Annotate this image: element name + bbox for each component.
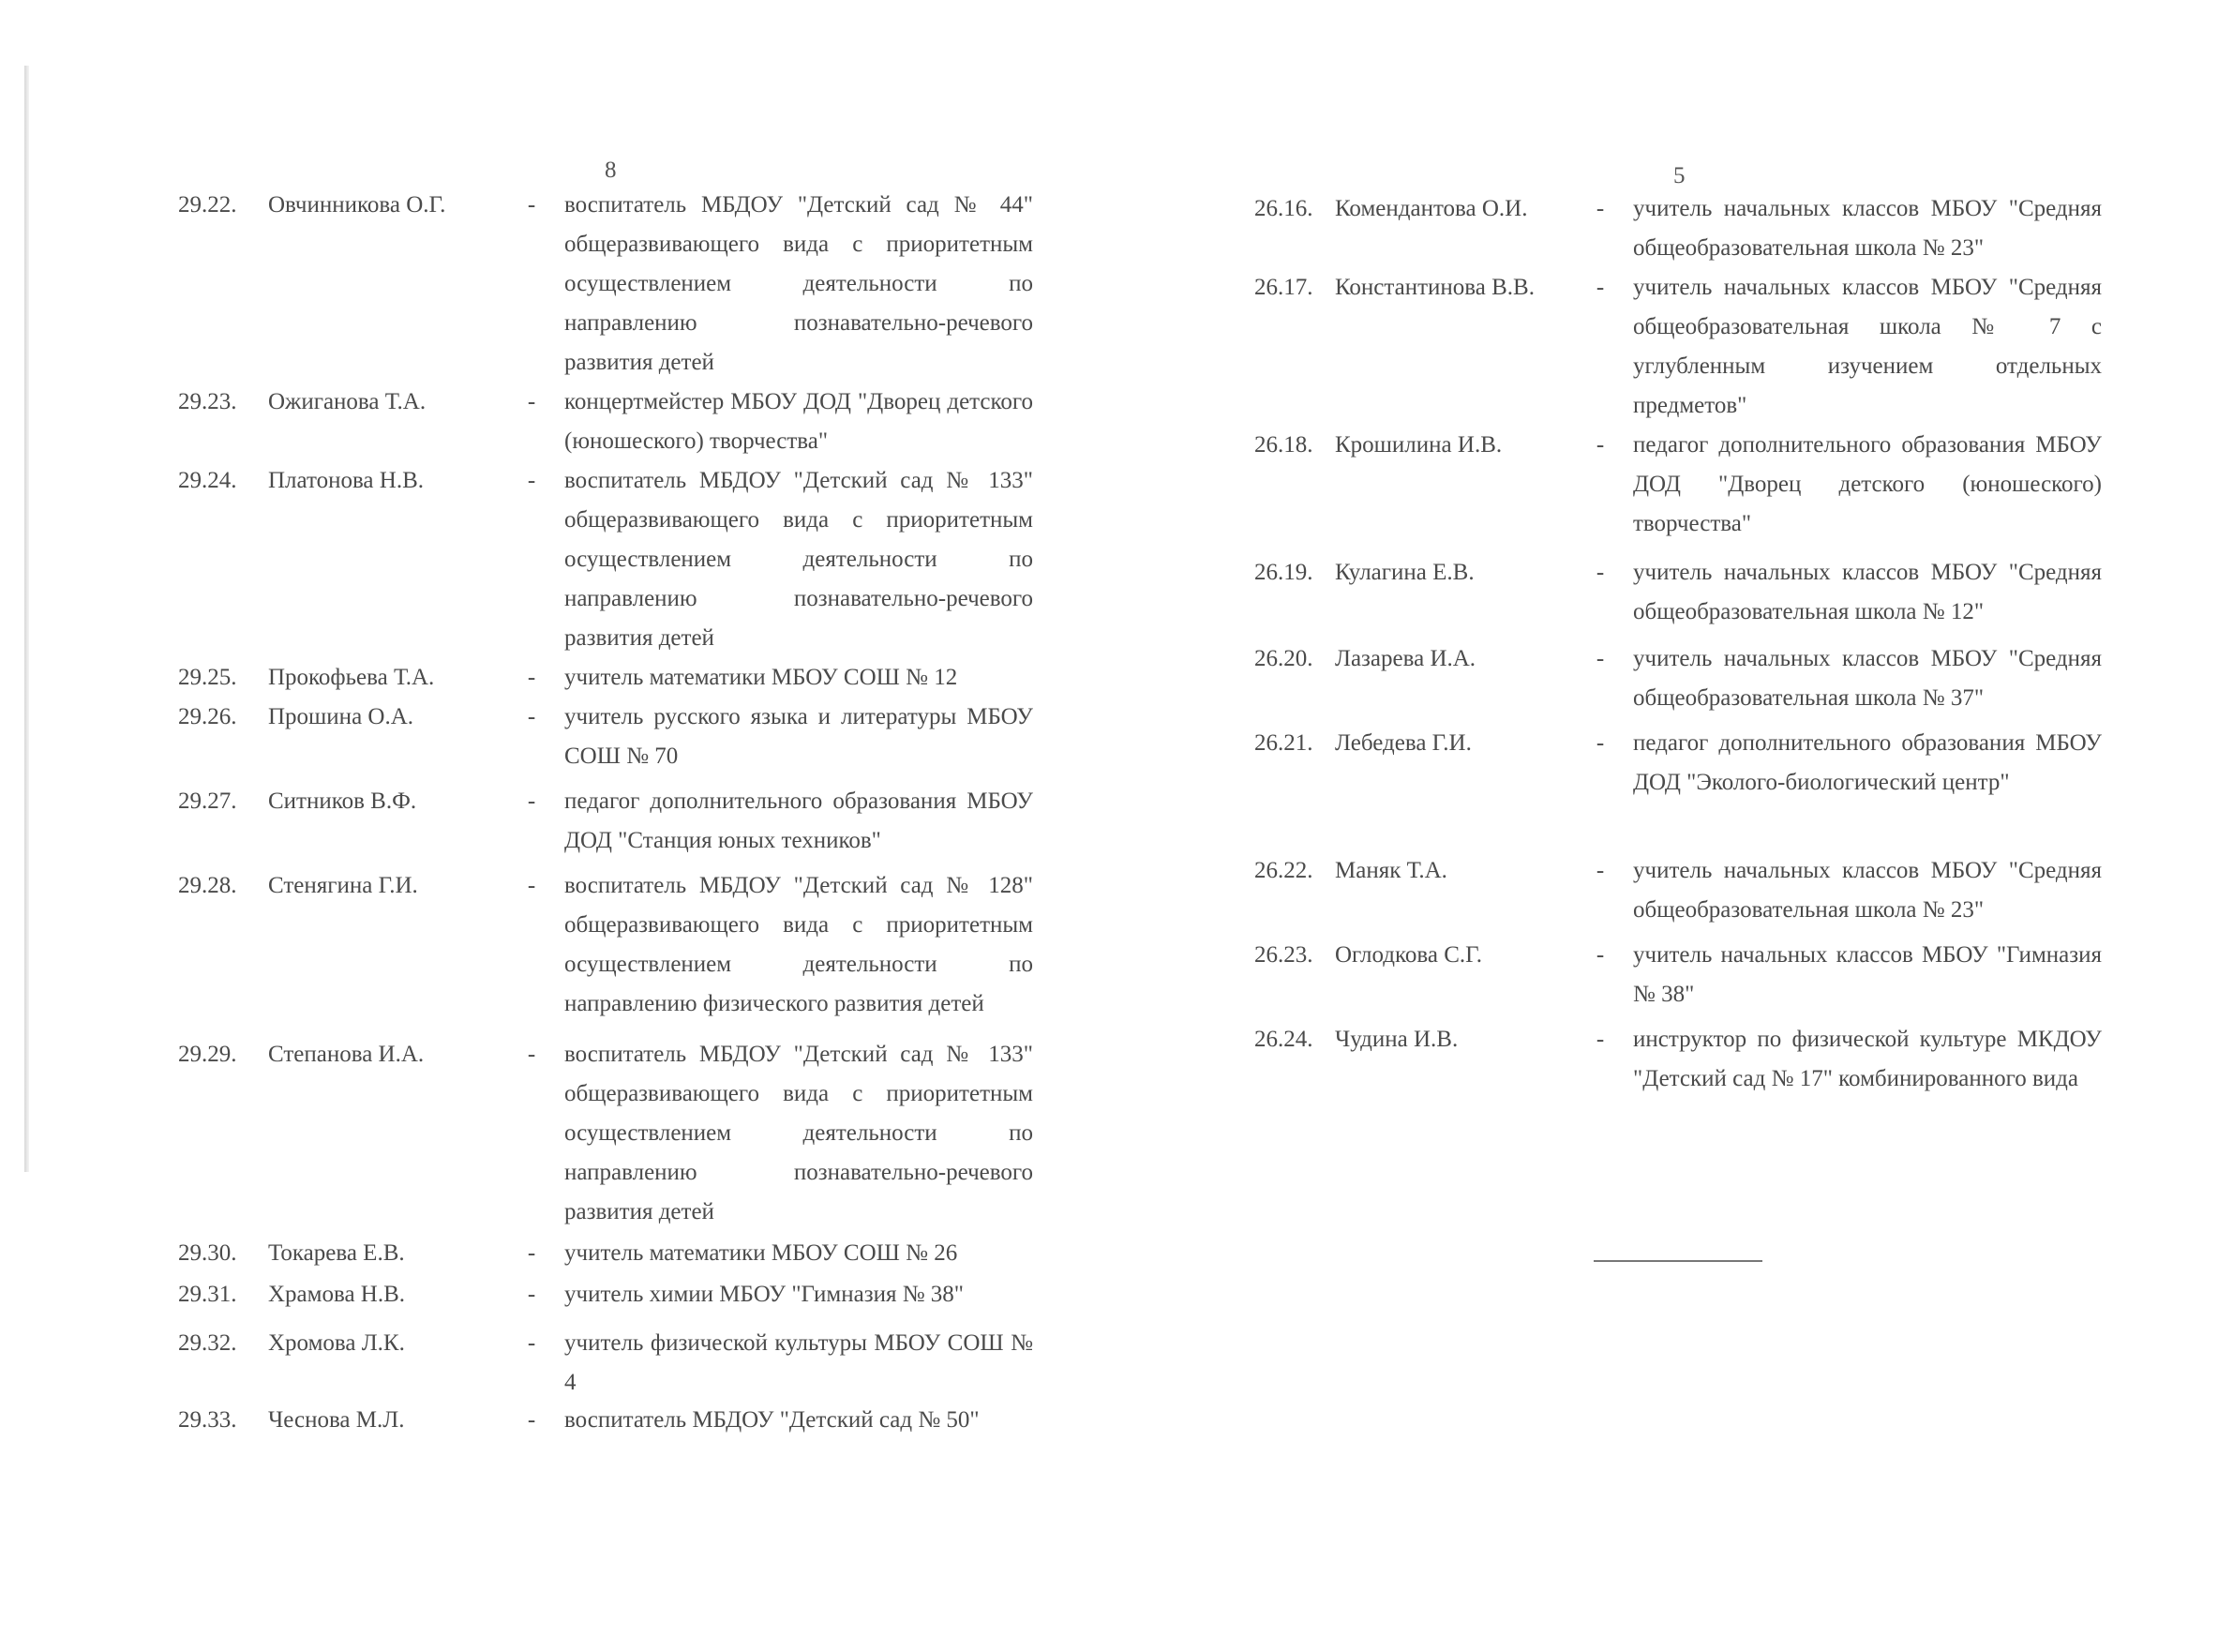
list-entry [1254,639,2102,724]
entry-number: 26.18. [1254,432,1313,458]
entry-description: учитель математики МБОУ СОШ № 26 [564,1240,958,1266]
entry-dash: - [527,788,536,814]
entry-dash: - [1596,858,1605,883]
entry-description: учитель начальных классов МБОУ "Средняя общеобразовательная школа № 37" [1633,646,2102,711]
entry-description: воспитатель МБДОУ "Детский сад № 50" [564,1407,980,1433]
entry-name: Платонова Н.В. [268,468,425,493]
entry-description: воспитатель МБДОУ "Детский сад № 133" общеразвивающего вида с приоритетным осуществлением деятельности по направлению познавательно-речевого развития детей [564,1042,1033,1224]
entry-dash: - [527,468,536,493]
entry-number: 29.32. [178,1330,237,1356]
end-divider-line [1594,1260,1762,1262]
entry-dash: - [527,873,536,898]
entry-number: 26.19. [1254,560,1313,585]
entry-dash: - [527,665,536,690]
entry-number: 26.21. [1254,730,1313,756]
entry-name: Ситников В.Ф. [268,788,417,814]
entry-description: воспитатель МБДОУ "Детский сад № 128" общеразвивающего вида с приоритетным осуществлением деятельности по направлению физического развития детей [564,873,1033,1016]
list-entry [178,186,1033,383]
list-entry [178,866,1033,1035]
entry-number: 26.16. [1254,196,1313,221]
list-entry [1254,851,2102,936]
entry-number: 29.22. [178,192,237,218]
entry-name: Лебедева Г.И. [1335,730,1472,756]
entry-dash: - [527,1042,536,1067]
entry-dash: - [1596,275,1605,300]
entry-dash: - [1596,942,1605,968]
list-entry [178,1234,1033,1275]
right-page-list [1254,189,2102,1144]
entry-number: 29.33. [178,1407,237,1433]
entry-description: инструктор по физической культуре МКДОУ "Детский сад № 17" комбинированного вида [1633,1027,2102,1091]
entry-number: 26.24. [1254,1027,1313,1052]
entry-name: Оглодкова С.Г. [1335,942,1483,968]
left-page-list [178,186,1033,1440]
entry-description: учитель русского языка и литературы МБОУ СОШ № 70 [564,704,1033,769]
list-entry [178,1401,1033,1440]
entry-name: Чеснова М.Л. [268,1407,405,1433]
entry-description: концертмейстер МБОУ ДОД "Дворец детского (юношеского) творчества" [564,389,1033,454]
entry-number: 26.22. [1254,858,1313,883]
list-entry [1254,1020,2102,1144]
list-entry [1254,268,2102,426]
entry-dash: - [527,1407,536,1433]
entry-dash: - [1596,1027,1605,1052]
entry-number: 26.20. [1254,646,1313,671]
entry-description: учитель начальных классов МБОУ "Средняя общеобразовательная школа № 7 с углубленным изучением отдельных предметов" [1633,275,2102,418]
entry-number: 26.23. [1254,942,1313,968]
entry-number: 29.25. [178,665,237,690]
entry-name: Константинова В.В. [1335,275,1535,300]
entry-dash: - [527,704,536,729]
entry-name: Прокофьева Т.А. [268,665,435,690]
list-entry [1254,426,2102,553]
entry-name: Чудина И.В. [1335,1027,1459,1052]
list-entry [1254,553,2102,639]
entry-name: Овчинникова О.Г. [268,192,446,218]
right-page-number: 5 [1673,163,1686,188]
entry-name: Токарева Е.В. [268,1240,405,1266]
entry-description: учитель физической культуры МБОУ СОШ № 4 [564,1330,1033,1395]
entry-number: 29.26. [178,704,237,729]
entry-dash: - [1596,646,1605,671]
entry-name: Лазарева И.А. [1335,646,1476,671]
entry-number: 29.28. [178,873,237,898]
entry-dash: - [527,389,536,414]
entry-number: 29.27. [178,788,237,814]
entry-name: Храмова Н.В. [268,1282,406,1307]
entry-number: 29.29. [178,1042,237,1067]
entry-description: учитель начальных классов МБОУ "Средняя общеобразовательная школа № 23" [1633,858,2102,923]
list-entry [1254,724,2102,851]
entry-dash: - [1596,432,1605,458]
entry-number: 26.17. [1254,275,1313,300]
entry-description: педагог дополнительного образования МБОУ ДОД "Эколого-биологический центр" [1633,730,2102,795]
entry-name: Ожиганова Т.А. [268,389,427,414]
entry-dash: - [527,1282,536,1307]
list-entry [1254,189,2102,268]
list-entry [178,698,1033,782]
list-entry [1254,936,2102,1020]
list-entry [178,782,1033,866]
entry-name: Кулагина Е.В. [1335,560,1475,585]
left-page-number: 8 [605,158,617,183]
list-entry [178,658,1033,698]
entry-dash: - [1596,730,1605,756]
scan-edge-shadow [24,66,29,1172]
entry-description: воспитатель МБДОУ "Детский сад № 133" общеразвивающего вида с приоритетным осуществлением деятельности по направлению познавательно-речевого развития детей [564,468,1033,651]
entry-description: педагог дополнительного образования МБОУ ДОД "Станция юных техников" [564,788,1033,853]
entry-number: 29.23. [178,389,237,414]
entry-dash: - [527,192,536,218]
entry-description: педагог дополнительного образования МБОУ ДОД "Дворец детского (юношеского) творчества" [1633,432,2102,536]
entry-dash: - [527,1240,536,1266]
entry-description: учитель начальных классов МБОУ "Средняя общеобразовательная школа № 23" [1633,196,2102,261]
list-entry [178,383,1033,461]
entry-number: 29.24. [178,468,237,493]
entry-description: учитель начальных классов МБОУ "Средняя общеобразовательная школа № 12" [1633,560,2102,624]
entry-description: воспитатель МБДОУ "Детский сад № 44" общеразвивающего вида с приоритетным осуществлением деятельности по направлению познавательно-речевого развития детей [564,192,1033,375]
list-entry [178,461,1033,658]
list-entry [178,1275,1033,1324]
entry-dash: - [527,1330,536,1356]
entry-dash: - [1596,560,1605,585]
entry-name: Степанова И.А. [268,1042,425,1067]
entry-number: 29.30. [178,1240,237,1266]
entry-name: Маняк Т.А. [1335,858,1447,883]
list-entry [178,1324,1033,1401]
entry-dash: - [1596,196,1605,221]
entry-number: 29.31. [178,1282,237,1307]
entry-description: учитель математики МБОУ СОШ № 12 [564,665,958,690]
entry-name: Хромова Л.К. [268,1330,405,1356]
entry-name: Крошилина И.В. [1335,432,1503,458]
entry-name: Прошина О.А. [268,704,414,729]
entry-name: Комендантова О.И. [1335,196,1528,221]
list-entry [178,1035,1033,1234]
entry-description: учитель химии МБОУ "Гимназия № 38" [564,1282,965,1307]
entry-description: учитель начальных классов МБОУ "Гимназия № 38" [1633,942,2102,1007]
entry-name: Стенягина Г.И. [268,873,418,898]
